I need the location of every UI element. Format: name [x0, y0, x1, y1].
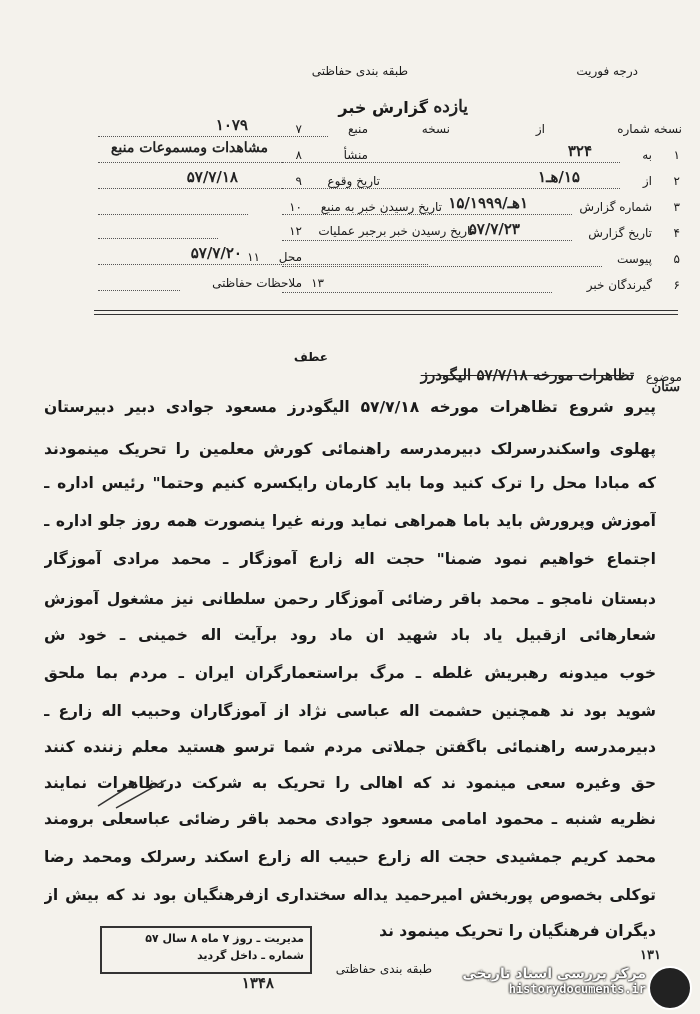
- field-no: ۱۰: [289, 200, 302, 214]
- dotted-line: [282, 214, 572, 215]
- field-value: ۱۰۷۹: [215, 116, 248, 134]
- registry-stamp: [100, 926, 312, 974]
- stamp-number: ۱۳۴۸: [241, 974, 274, 992]
- subject-text: تظاهرات مورخه ۵۷/۷/۱۸ الیگودرز: [420, 366, 634, 384]
- archive-logo-icon: [648, 966, 692, 1010]
- dotted-line: [98, 238, 218, 239]
- body-line: حق وغیره سعی مینمود ند که اهالی را تحریک به شرکت درتظاهرات نمایند: [44, 774, 656, 792]
- field-value: ۱۵/هـ۱: [538, 168, 580, 186]
- watermark-url: historydocuments.ir: [508, 982, 646, 996]
- field-value: ۱هـ/۱۵/۱۹۹۹: [448, 194, 528, 212]
- field-no: ۹: [295, 174, 302, 188]
- stamp-line: مدیریت ـ روز ۷ ماه ۸ سال ۵۷: [145, 932, 304, 945]
- body-line: محمد کریم جمشیدی حجت اله زارع حبیب اله زارع اسکند رسرلک ومحمد رضا: [44, 848, 656, 866]
- body-line: نظریه شنبه ـ محمود امامی مسعود جوادی محمد باقر رضائی عباسعلی برومند: [44, 810, 656, 828]
- dotted-line: [282, 292, 552, 293]
- body-line: آموزش وپرورش باید باما همراهی نماید ورنه غیرا ینصورت همه روز جلو اداره ـ: [44, 512, 656, 530]
- watermark-title: مرکز بررسی اسناد تاریخی: [462, 966, 646, 982]
- field-no: ۶: [673, 278, 680, 292]
- header-rule: [94, 310, 678, 311]
- field-no: ۵: [673, 252, 680, 266]
- dotted-line: [98, 214, 248, 215]
- body-line: دیگران فرهنگیان را تحریک مینمود ند: [379, 922, 656, 940]
- stamp-line: شماره ـ داخل گردید: [197, 949, 304, 962]
- field-label: ملاحظات حفاظتی: [212, 276, 302, 290]
- field-value: مشاهدات ومسموعات منبع: [110, 140, 268, 156]
- copy-suffix: نسخه: [421, 122, 450, 136]
- body-line: خوب میدونه رهبریش غلطه ـ مرگ براستعمارگران ایران ـ مردم بما ملحق: [44, 664, 656, 682]
- field-no: ۱۱: [247, 250, 260, 264]
- field-label: تاریخ رسیدن خبر به منبع: [320, 200, 442, 214]
- dotted-line: [282, 266, 602, 267]
- field-no: ۸: [295, 148, 302, 162]
- margin-note: ستان: [651, 380, 680, 395]
- classification-label: طبقه بندی حفاظتی: [311, 64, 408, 78]
- dotted-line: [98, 290, 180, 291]
- field-label: گیرندگان خبر: [586, 278, 652, 292]
- body-line: اجتماع خواهیم نمود ضمنا" حجت اله زارع آموزگار ـ محمد مرادی آموزگار: [44, 550, 656, 568]
- field-label: از: [642, 174, 652, 188]
- body-line: دبیرمدرسه راهنمائی باگفتن جملاتی مردم شما ترسو هستید معلم زننده کنند: [44, 738, 656, 756]
- dotted-line: [282, 240, 572, 241]
- field-no: ۱۳: [311, 276, 324, 290]
- body-line: پهلوی واسکندرسرلک دبیرمدرسه راهنمائی کورش معلمین را تحریک مینمودند: [44, 440, 656, 458]
- subject-annotation: عطف: [293, 350, 328, 364]
- field-label: محل: [278, 250, 302, 264]
- field-value: ۵۷/۷/۲۳: [468, 220, 520, 238]
- body-line: شعارهائی ازقبیل یاد باد شهید ان ماد رود برآیت اله خمینی ـ خود ش: [44, 626, 656, 644]
- field-label: تاریخ رسیدن خبر برجبر عملیات: [318, 224, 474, 238]
- form-title: گزارش خبر: [338, 98, 428, 117]
- dotted-line: [98, 136, 328, 137]
- dotted-line: [282, 162, 620, 163]
- body-line: پیرو شروع تظاهرات مورخه ۵۷/۷/۱۸ الیگودرز مسعود جوادی دبیر دبیرستان: [44, 398, 656, 416]
- body-line: توکلی بخصوص پوربخش امیرحمید یداله سختداری ازفرهنگیان بود ند که بیش از: [44, 886, 656, 904]
- field-value: ۵۷/۷/۲۰: [190, 244, 242, 262]
- field-value: ۳۲۴: [567, 142, 592, 160]
- field-label: به: [642, 148, 652, 162]
- body-line: دبستان نامجو ـ محمد باقر رضائی آموزگار رحمن سلطانی نیز مشغول آموزش: [44, 590, 656, 608]
- field-label: تاریخ وقوع: [327, 174, 380, 188]
- field-label: منشأ: [343, 148, 368, 162]
- dotted-line: [282, 188, 620, 189]
- pen-stroke: [96, 776, 186, 810]
- field-label: شماره گزارش: [579, 200, 652, 214]
- archive-watermark: [426, 966, 646, 1008]
- field-no: ۲: [673, 174, 680, 188]
- field-label: منبع: [347, 122, 368, 136]
- page-number: ۱۳۱: [640, 948, 661, 963]
- field-label: پیوست: [617, 252, 652, 266]
- field-value: ۵۷/۷/۱۸: [186, 168, 238, 186]
- copy-label: نسخه شماره: [617, 122, 682, 136]
- dotted-line: [98, 264, 428, 265]
- field-no: ۱۲: [289, 224, 302, 238]
- body-line: شوید بود ند همچنین حشمت اله عباسی نژاد از آموزگاران وحبیب اله زارع ـ: [44, 702, 656, 720]
- header-rule: [94, 314, 678, 315]
- field-label: تاریخ گزارش: [588, 226, 652, 240]
- subject-label: موضوع: [645, 370, 682, 384]
- body-line: که مبادا محل را ترک کنید وما باید کارمان رایکسره کنیم وحتما" رئیس اداره ـ: [44, 474, 656, 492]
- field-no: ۷: [295, 122, 302, 136]
- copy-from: از: [535, 122, 545, 136]
- field-no: ۱: [673, 148, 680, 162]
- field-no: ۴: [673, 226, 680, 240]
- footer-classification-label: طبقه بندی حفاظتی: [335, 962, 432, 976]
- urgency-label: درجه فوریت: [576, 64, 638, 78]
- field-no: ۳: [673, 200, 680, 214]
- copy-count: یازده: [433, 97, 468, 117]
